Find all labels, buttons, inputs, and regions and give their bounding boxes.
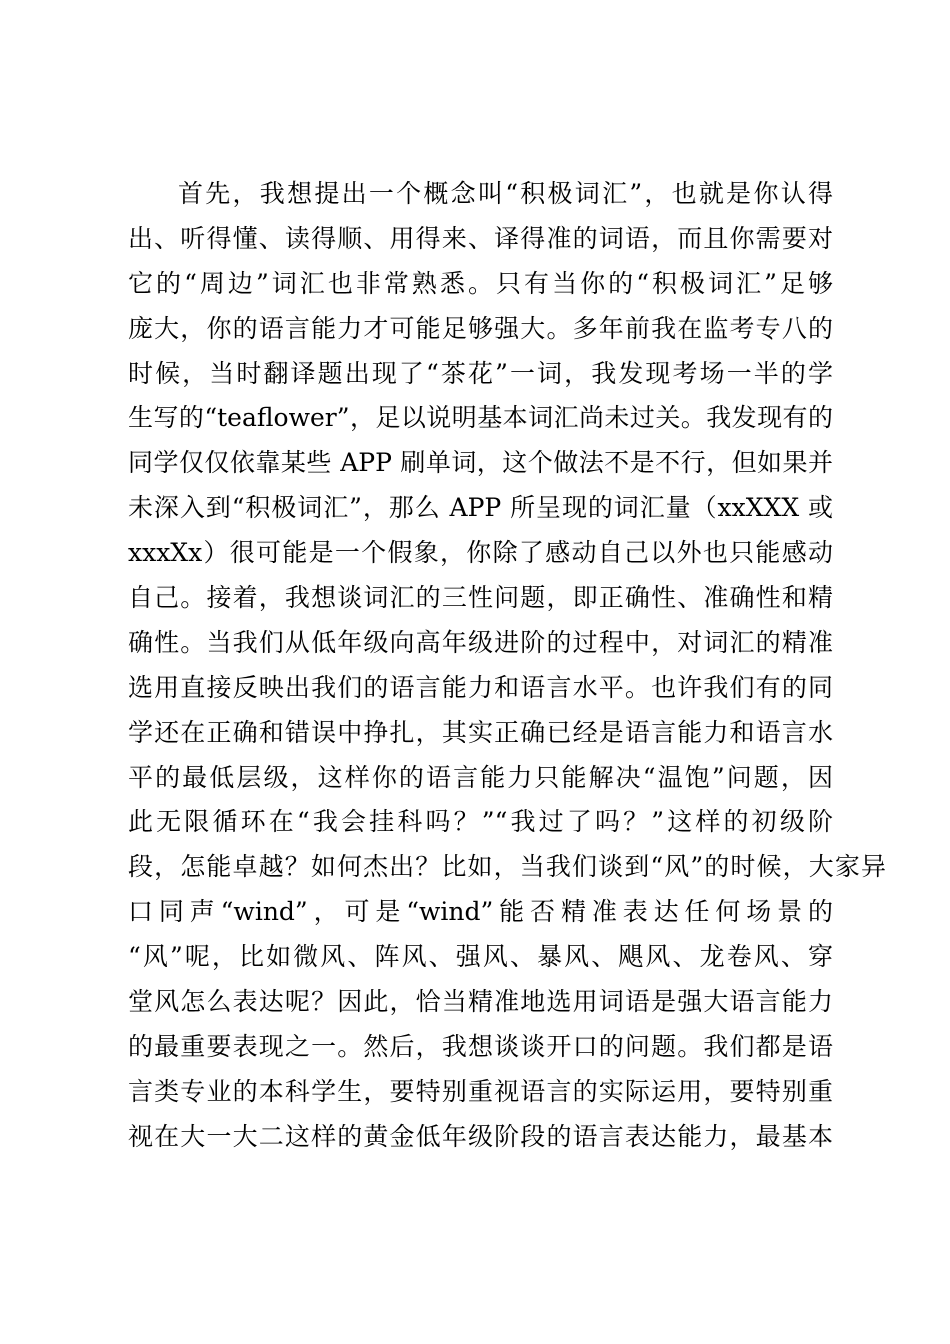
- text-line: 它的“周边”词汇也非常熟悉。只有当你的“积极词汇”足够: [128, 268, 833, 298]
- text-line: 堂风怎么表达呢？因此，恰当精准地选用词语是强大语言能力: [128, 987, 833, 1017]
- text-line: 的最重要表现之一。然后，我想谈谈开口的问题。我们都是语: [128, 1031, 833, 1061]
- text-line: 言类专业的本科学生，要特别重视语言的实际运用，要特别重: [128, 1076, 833, 1106]
- text-line: 自己。接着，我想谈词汇的三性问题，即正确性、准确性和精: [128, 583, 833, 613]
- text-line: 选用直接反映出我们的语言能力和语言水平。也许我们有的同: [128, 672, 833, 702]
- text-line: “风”呢，比如微风、阵风、强风、暴风、飓风、龙卷风、穿: [128, 942, 833, 972]
- text-line: 此无限循环在“我会挂科吗？”“我过了吗？”这样的初级阶: [128, 807, 833, 837]
- text-line: 确性。当我们从低年级向高年级进阶的过程中，对词汇的精准: [128, 627, 833, 657]
- text-line: 口同声“wind”，可是“wind”能否精准表达任何场景的: [128, 897, 833, 927]
- body-paragraph: [128, 172, 888, 1160]
- text-line: xxxXx）很可能是一个假象，你除了感动自己以外也只能感动: [128, 538, 833, 568]
- text-line: 生写的“teaflower”，足以说明基本词汇尚未过关。我发现有的: [128, 403, 833, 433]
- text-line: 学还在正确和错误中挣扎，其实正确已经是语言能力和语言水: [128, 717, 833, 747]
- text-line: 首先，我想提出一个概念叫“积极词汇”，也就是你认得: [178, 179, 833, 208]
- text-line: 段，怎能卓越？如何杰出？比如，当我们谈到“风”的时候，大家异: [128, 852, 886, 882]
- text-line: 出、听得懂、读得顺、用得来、译得准的词语，而且你需要对: [128, 223, 833, 253]
- text-line: 平的最低层级，这样你的语言能力只能解决“温饱”问题，因: [128, 762, 833, 792]
- text-line: 未深入到“积极词汇”，那么 APP 所呈现的词汇量（xxXXX 或: [128, 493, 833, 523]
- text-line: 庞大，你的语言能力才可能足够强大。多年前我在监考专八的: [128, 313, 833, 343]
- text-line: 视在大一大二这样的黄金低年级阶段的语言表达能力，最基本: [128, 1121, 833, 1151]
- text-line: 同学仅仅依靠某些 APP 刷单词，这个做法不是不行，但如果并: [128, 448, 833, 478]
- text-line: 时候，当时翻译题出现了“茶花”一词，我发现考场一半的学: [128, 358, 833, 388]
